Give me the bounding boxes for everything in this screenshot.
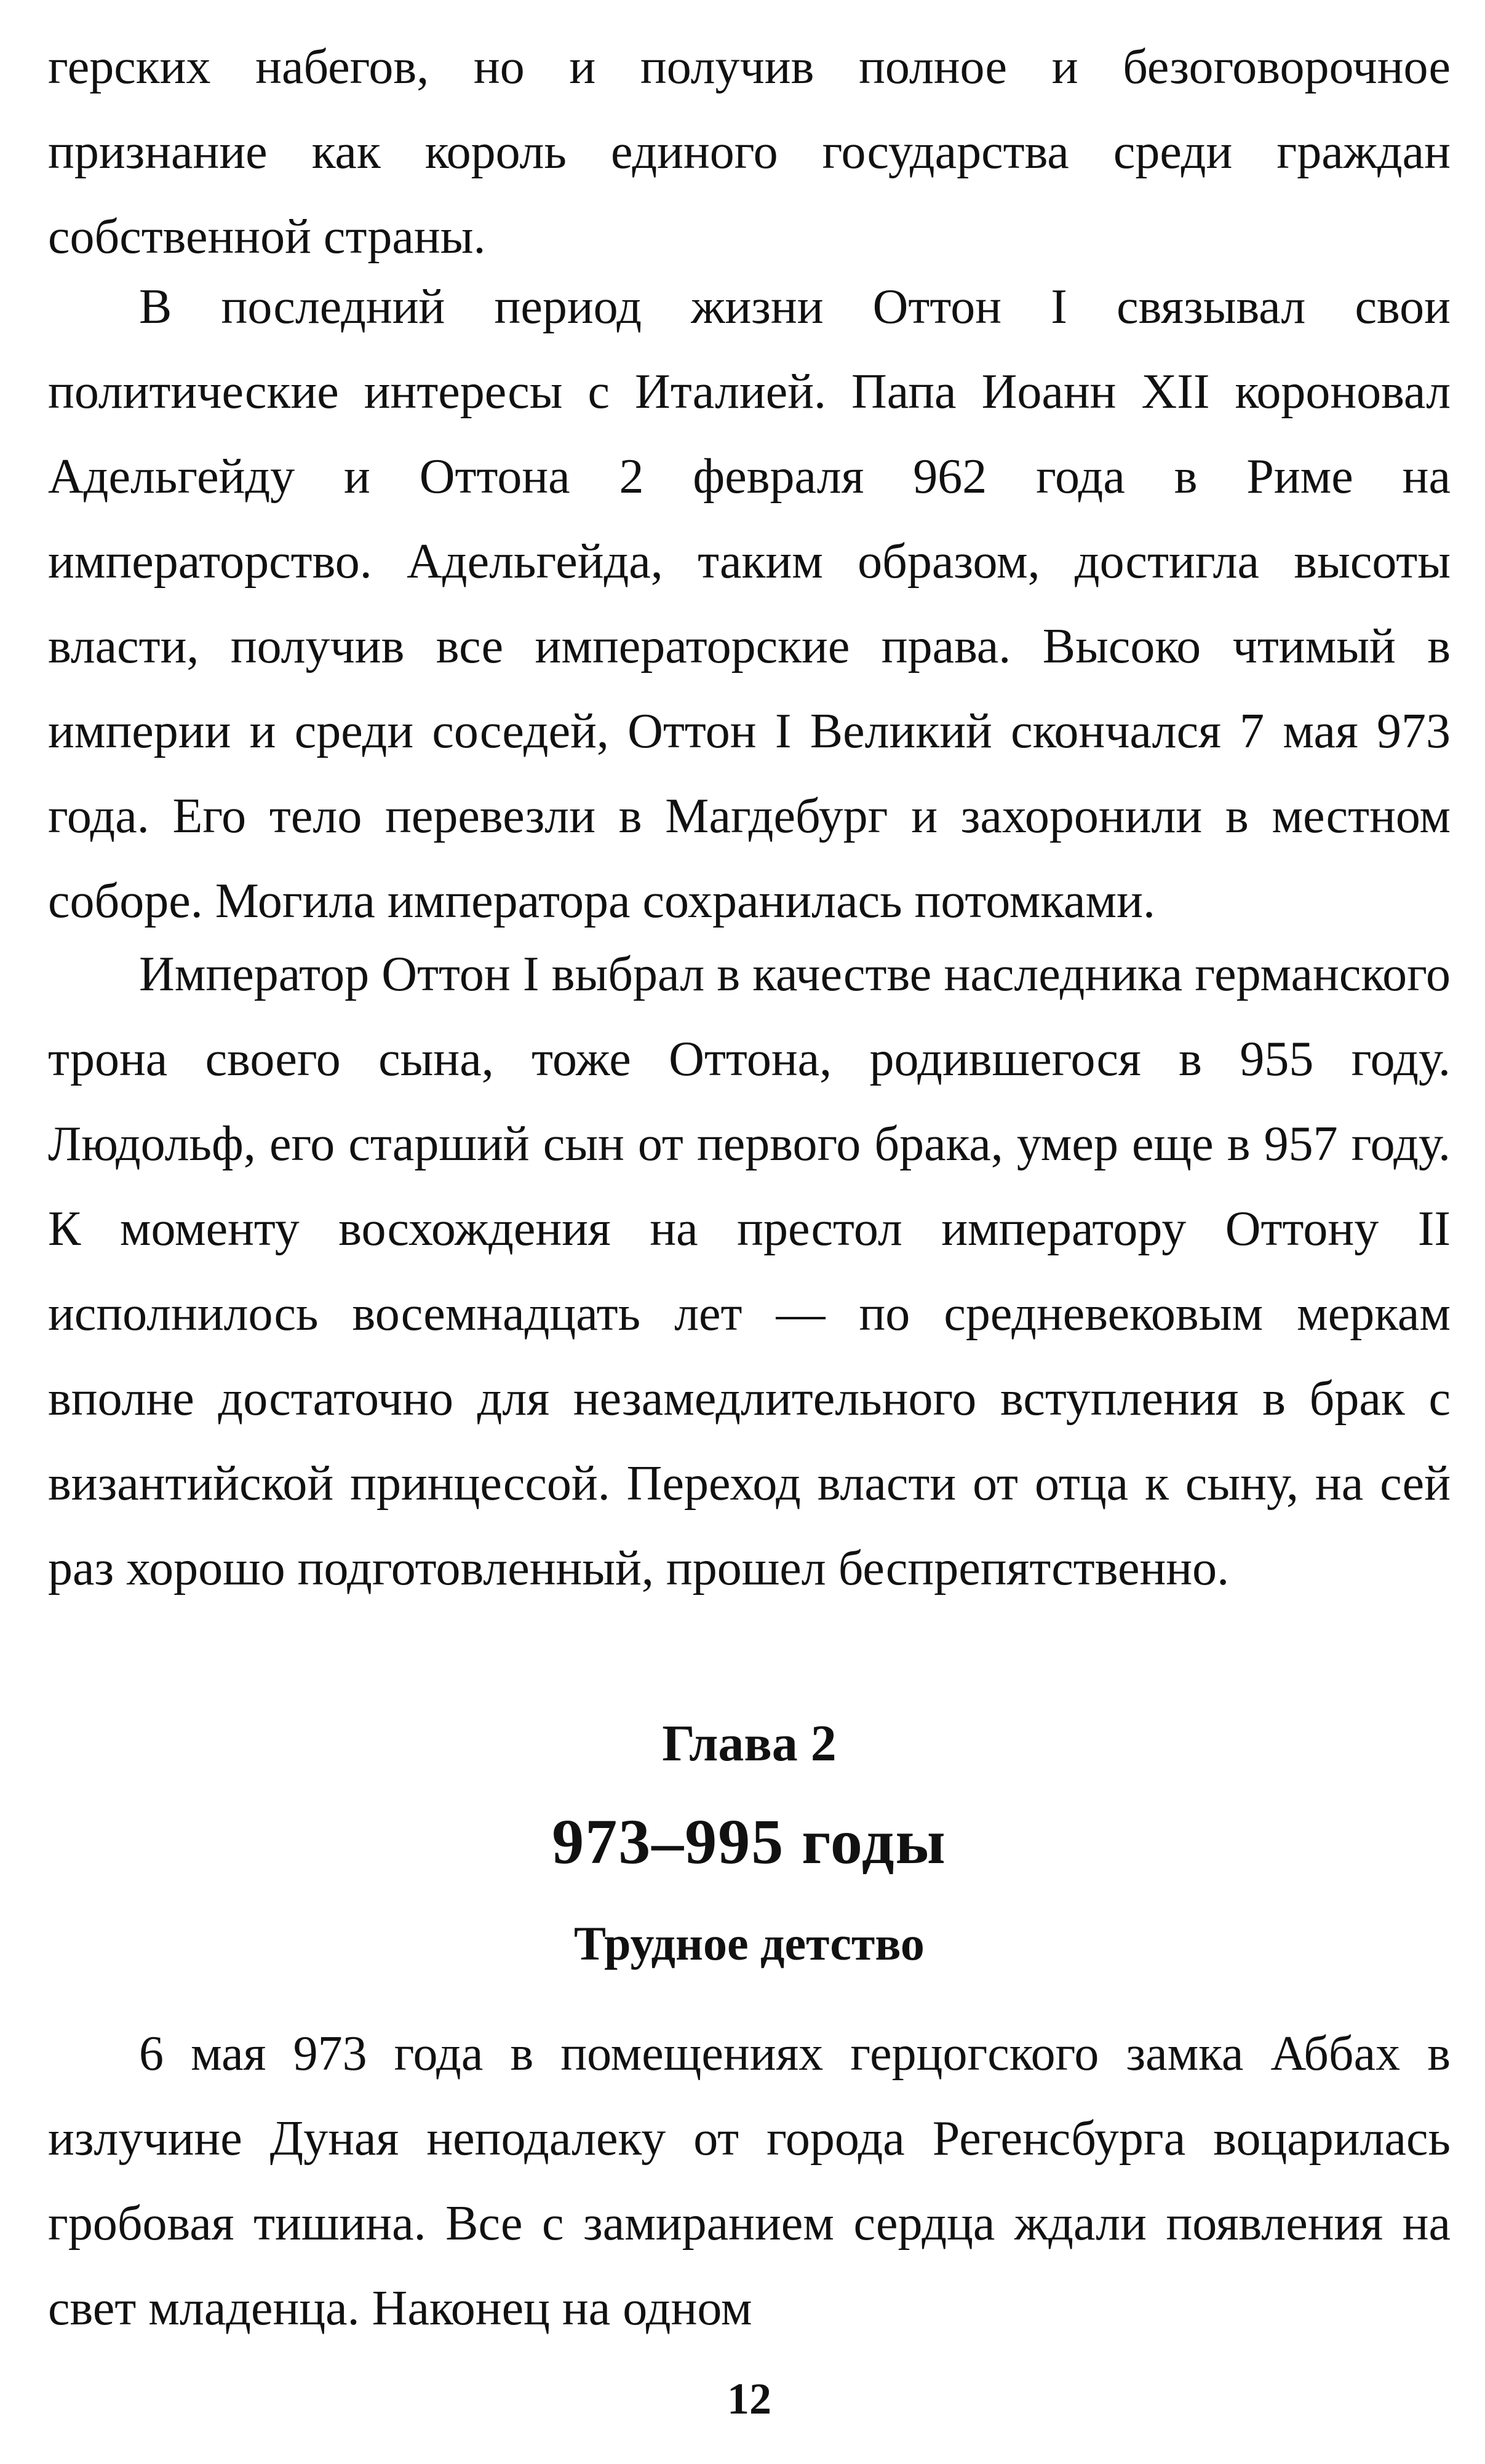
paragraph-otto-italy: В последний период жизни Оттон I связывал свои политические интересы с Италией. Папа Иоанн XII короновал Адельгейду и Оттона 2 февраля 962 года в Риме на императорство. Адельгейда, таким образом, достигла высоты власти, получив все императорские права. Высоко чтимый в империи и среди соседей, Оттон I Великий скончался 7 мая 973 года. Его тело перевезли в Магдебург и захоронили в местном соборе. Могила императора сохранилась потомками. bbox=[48, 280, 1451, 928]
chapter-title: 973–995 годы bbox=[552, 1806, 947, 1877]
page-number: 12 bbox=[727, 2374, 771, 2423]
paragraph-continuation: герских набегов, но и получив полное и безоговорочное признание как король единого государства среди граждан собственной страны. bbox=[48, 40, 1451, 264]
section-title: Трудное детство bbox=[574, 1917, 925, 1970]
paragraph-abbach: 6 мая 973 года в помещениях герцогского замка Аббах в излучине Дуная неподалеку от города Регенсбурга воцарилась гробовая тишина. Все с замиранием сердца ждали появления на свет младенца. Наконец на одном bbox=[48, 2027, 1451, 2335]
paragraph-otto-heir: Император Оттон I выбрал в качестве наследника германского трона своего сына, тоже Оттона, родившегося в 955 году. Людольф, его старший сын от первого брака, умер еще в 957 году. К моменту восхождения на престол императору Оттону II исполнилось восемнадцать лет — по средневековым меркам вполне достаточно для незамедлительного вступления в брак с византийской принцессой. Переход власти от отца к сыну, на сей раз хорошо подготовленный, прошел беспрепятственно. bbox=[48, 947, 1451, 1596]
chapter-label: Глава 2 bbox=[662, 1715, 837, 1772]
book-page bbox=[48, 25, 1451, 2442]
